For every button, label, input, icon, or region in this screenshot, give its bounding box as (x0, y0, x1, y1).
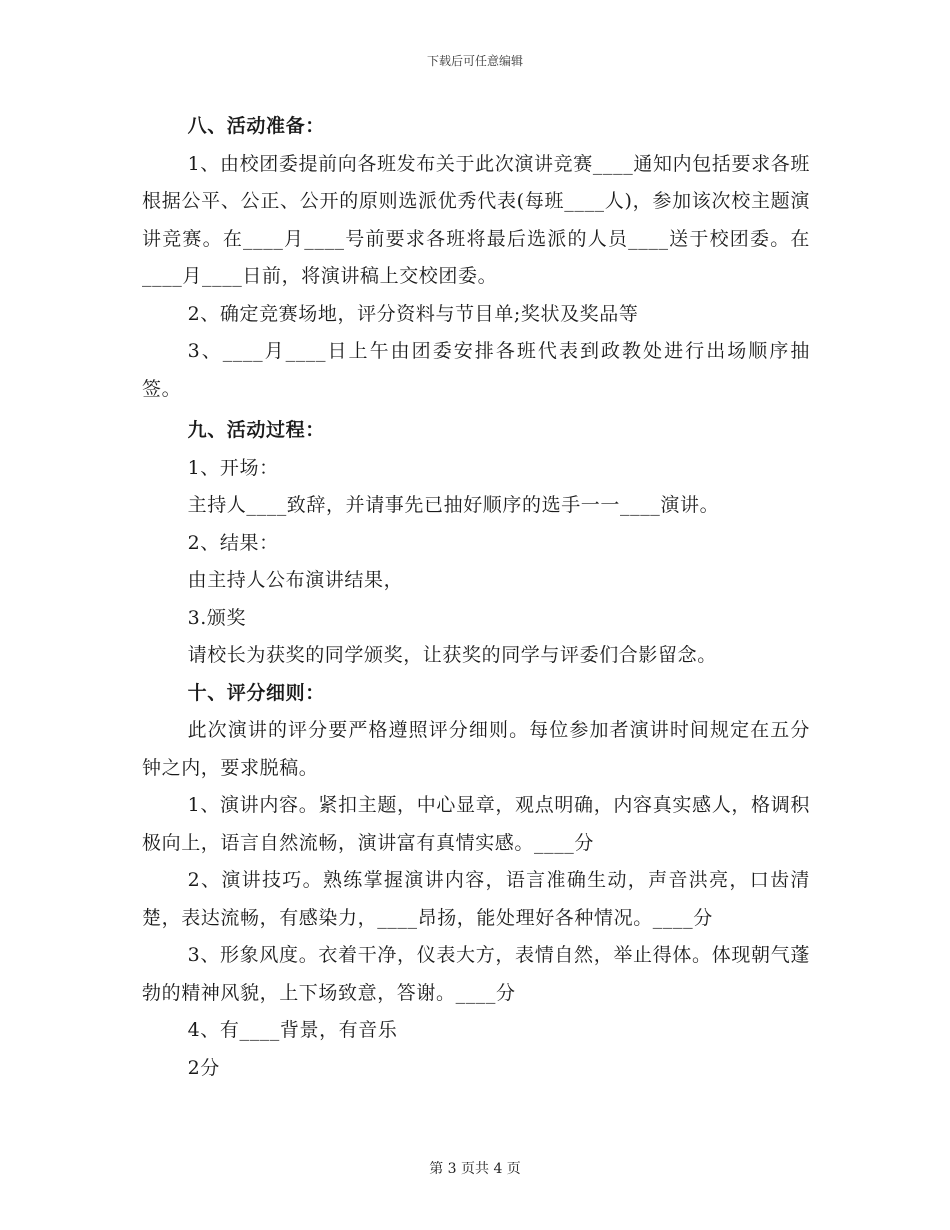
paragraph: 2、演讲技巧。熟练掌握演讲内容，语言准确生动，声音洪亮，口齿清楚，表达流畅，有感染力，____昂扬，能处理好各种情况。____分 (142, 869, 810, 929)
page-footer: 第 3 页共 4 页 (429, 1161, 521, 1177)
paragraph: 请校长为获奖的同学颁奖，让获奖的同学与评委们合影留念。 (187, 644, 717, 666)
document-body (142, 108, 810, 1087)
paragraph: 2分 (187, 1056, 220, 1079)
paragraph: 主持人____致辞，并请事先已抽好顺序的选手一一____演讲。 (187, 494, 720, 516)
section-heading-preparation: 八、活动准备： (187, 115, 325, 137)
paragraph: 此次演讲的评分要严格遵照评分细则。每位参加者演讲时间规定在五分钟之内，要求脱稿。 (142, 719, 810, 779)
paragraph: 3、____月____日上午由团委安排各班代表到政教处进行出场顺序抽签。 (142, 340, 810, 400)
paragraph: 1、开场： (187, 456, 279, 479)
paragraph: 3、形象风度。衣着干净，仪表大方，表情自然，举止得体。体现朝气蓬勃的精神风貌，上下场致意，答谢。____分 (142, 944, 810, 1004)
paragraph: 1、由校团委提前向各班发布关于此次演讲竞赛____通知内包括要求各班根据公平、公正、公开的原则选派优秀代表(每班____人)，参加该次校主题演讲竞赛。在____月____号前要求各班将最后选派的人员____送于校团委。在____月____日前，将演讲稿上交校团委。 (142, 152, 810, 287)
paragraph: 2、确定竞赛场地，评分资料与节目单;奖状及奖品等 (187, 302, 639, 325)
paragraph: 由主持人公布演讲结果， (187, 569, 404, 591)
paragraph: 4、有____背景，有音乐 (187, 1019, 398, 1041)
paragraph: 2、结果： (187, 531, 279, 554)
page-header: 下载后可任意编辑 (426, 54, 523, 68)
paragraph: 3.颁奖 (187, 606, 247, 629)
paragraph: 1、演讲内容。紧扣主题，中心显章，观点明确，内容真实感人，格调积极向上，语言自然流畅，演讲富有真情实感。____分 (142, 794, 810, 854)
section-heading-scoring: 十、评分细则： (187, 681, 325, 704)
section-heading-process: 九、活动过程： (187, 419, 325, 441)
